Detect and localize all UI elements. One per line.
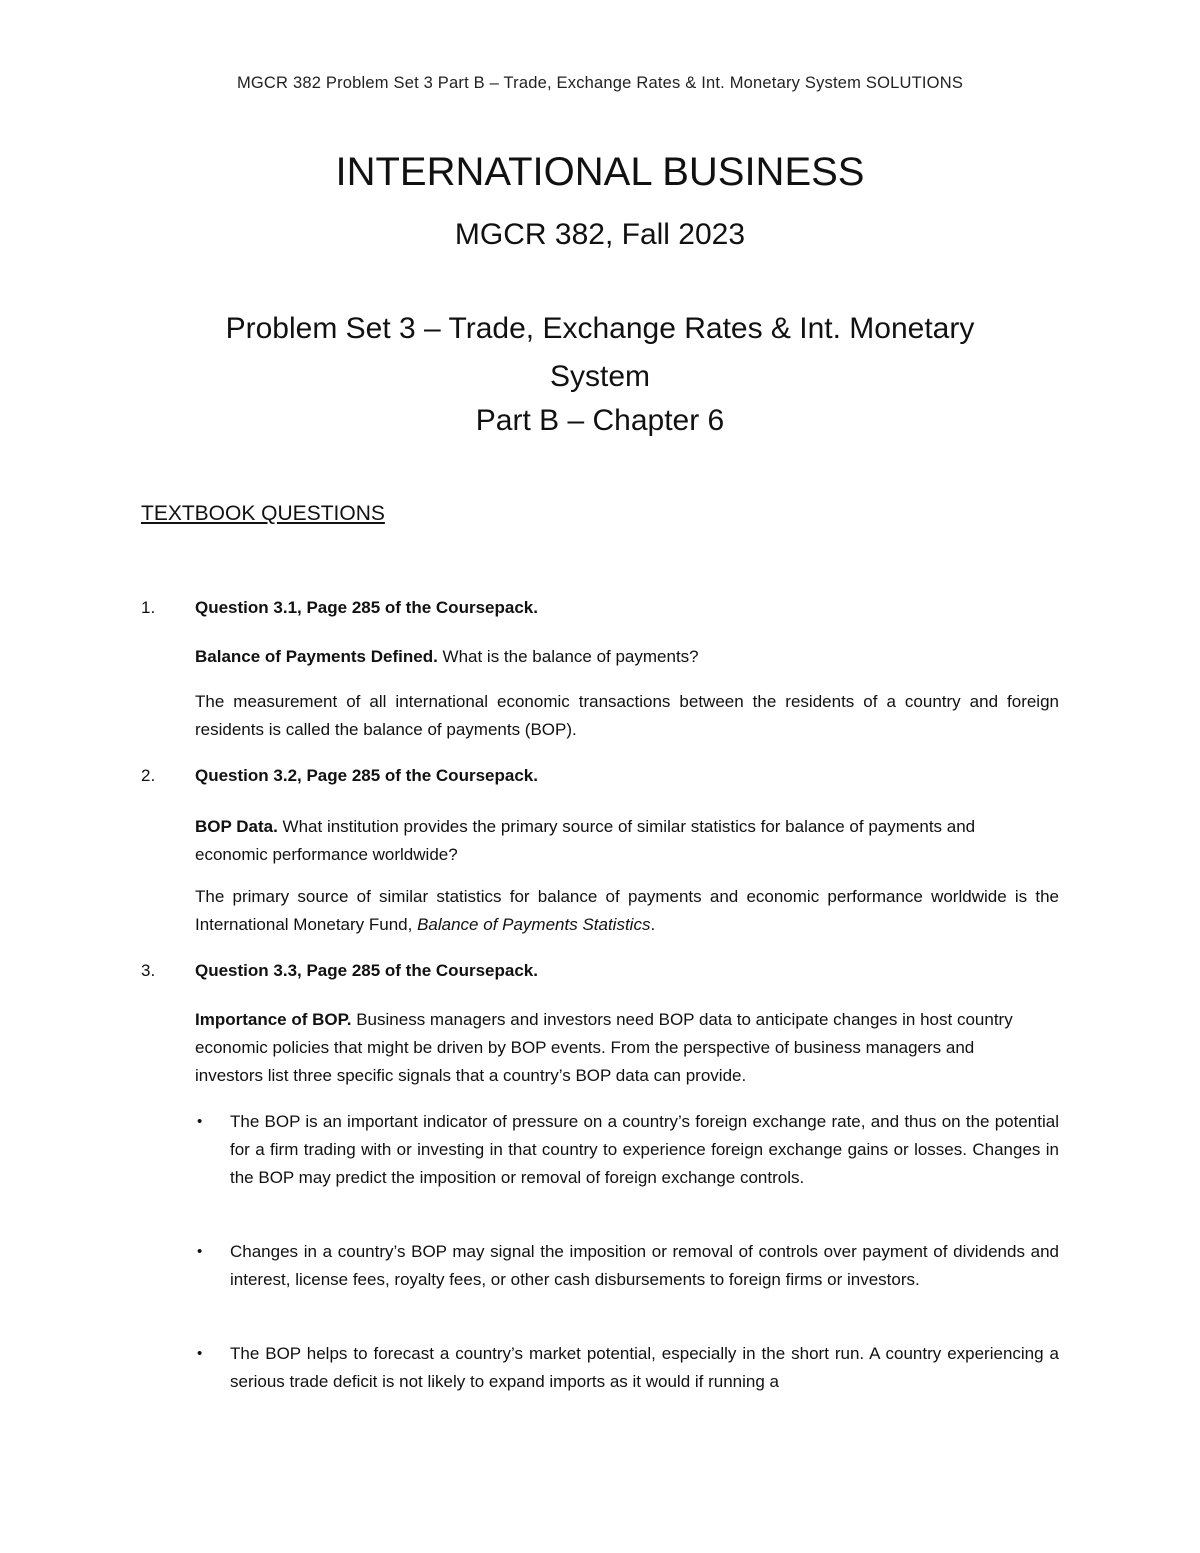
course-subtitle: MGCR 382, Fall 2023 [454,218,746,251]
question-reference: Question 3.2, Page 285 of the Coursepack. [195,766,538,785]
question-topic: Importance of BOP. [195,1010,352,1029]
bullet-icon: • [197,1345,203,1362]
answer-paragraph [195,883,1059,939]
question-topic: BOP Data. [195,817,278,836]
answer-italic-source: Balance of Payments Statistics [417,915,651,934]
question-prompt [195,643,1059,671]
bullet-icon: • [197,1243,203,1260]
question-topic: Balance of Payments Defined. [195,647,438,666]
page-header: MGCR 382 Problem Set 3 Part B – Trade, Exchange Rates & Int. Monetary System SOLUTIONS [236,74,964,92]
question-prompt-text: Business managers and investors need BOP data to anticipate changes in host country economic policies that might be driven by BOP events. From the perspective of business managers and investors list three specific signals that a country’s BOP data can provide. [195,1010,1013,1085]
question-reference: Question 3.3, Page 285 of the Coursepack. [195,961,538,980]
section-heading: TEXTBOOK QUESTIONS [141,502,385,525]
question-reference [195,598,538,618]
answer-text: The primary source of similar statistics for balance of payments and economic performance worldwide is the International Monetary Fund, [195,887,1059,934]
question-reference-text: Question 3.1, Page 285 of the Coursepack. [195,598,538,617]
list-item: The BOP is an important indicator of pressure on a country’s foreign exchange rate, and thus on the potential for a firm trading with or investing in that country to experience foreign exchange gains or losses. Changes in the BOP may predict the imposition or removal of foreign exchange controls. [230,1112,1059,1187]
question-prompt [195,813,995,869]
answer-paragraph: The measurement of all international economic transactions between the residents of a country and foreign residents is called the balance of payments (BOP). [195,692,1059,739]
problem-set-title: Problem Set 3 – Trade, Exchange Rates & Int. Monetary System [225,312,975,393]
part-subtitle: Part B – Chapter 6 [475,404,725,437]
question-number: 2. [141,766,156,785]
question-number: 1. [141,598,156,617]
question-number: 3. [141,961,156,980]
bullet-icon: • [197,1113,203,1130]
answer-text-end: . [650,915,656,934]
question-prompt [195,1006,1045,1090]
question-prompt-text: What is the balance of payments? [437,647,699,666]
list-item: Changes in a country’s BOP may signal the imposition or removal of controls over payment of dividends and interest, license fees, royalty fees, or other cash disbursements to foreign firms or investors. [230,1242,1059,1289]
document-title: INTERNATIONAL BUSINESS [335,150,865,194]
list-item: The BOP helps to forecast a country’s market potential, especially in the short run. A country experiencing a serious trade deficit is not likely to expand imports as it would if running a [230,1344,1059,1391]
question-prompt-text: What institution provides the primary source of similar statistics for balance of payments and economic performance worldwide? [195,817,976,864]
